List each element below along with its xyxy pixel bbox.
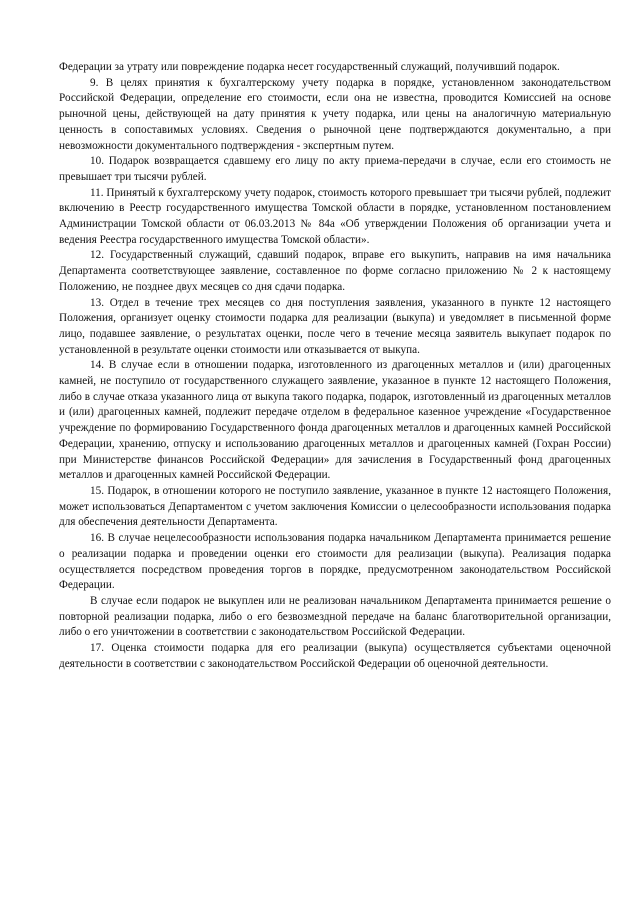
- paragraph-item-14: 14. В случае если в отношении подарка, изготовленного из драгоценных металлов и (или) драгоценных камней, не поступило от государственного служащего заявление, указанное в пункте 12 настоящего Положения, либо в случае отказа указанного лица от выкупа такого подарка, подарок, изготовленный из драгоценных металлов и (или) драгоценных камней, подлежит передаче отделом в федеральное казенное учреждение «Государственное учреждение по формированию Государственного фонда драгоценных металлов и драгоценных камней Российской Федерации, хранению, отпуску и использованию драгоценных металлов и драгоценных камней (Гохран России) при Министерстве финансов Российской Федерации» для зачисления в Государственный фонд драгоценных металлов и драгоценных камней Российской Федерации.: [59, 359, 611, 482]
- paragraph-continuation: Федерации за утрату или повреждение подарка несет государственный служащий, получивший подарок.: [59, 61, 560, 73]
- paragraph-item-13: 13. Отдел в течение трех месяцев со дня поступления заявления, указанного в пункте 12 настоящего Положения, организует оценку стоимости подарка для реализации (выкупа) и уведомляет в письменной форме лицо, подавшее заявление, о результатах оценки, после чего в течение месяца заявитель выкупает подарок по установленной в результате оценки стоимости или отказывается от выкупа.: [59, 296, 611, 356]
- paragraph-item-12: 12. Государственный служащий, сдавший подарок, вправе его выкупить, направив на имя начальника Департамента соответствующее заявление, составленное по форме согласно приложению № 2 к настоящему Положению, не позднее двух месяцев со дня сдачи подарка.: [59, 249, 611, 293]
- paragraph-item-15: 15. Подарок, в отношении которого не поступило заявление, указанное в пункте 12 настоящего Положения, может использоваться Департаментом с учетом заключения Комиссии о целесообразности использования подарка для обеспечения деятельности Департамента.: [59, 484, 611, 529]
- paragraph-item-16-continued: В случае если подарок не выкуплен или не реализован начальником Департамента принимается решение о повторной реализации подарка, либо о его безвозмездной передаче на баланс благотворительной организации, либо о его уничтожении в соответствии с законодательством Российской Федерации.: [59, 594, 611, 639]
- paragraph-item-17: 17. Оценка стоимости подарка для его реализации (выкупа) осуществляется субъектами оценочной деятельности в соответствии с законодательством Российской Федерации об оценочной деятельности.: [59, 642, 611, 670]
- paragraph-item-9: 9. В целях принятия к бухгалтерскому учету подарка в порядке, установленном законодательством Российской Федерации, определение его стоимости, если она не известна, проводится Комиссией на основе рыночной цены, действующей на дату принятия к учету подарка, или цены на аналогичную материальную ценность в сопоставимых условиях. Сведения о рыночной цене подтверждаются документально, а при невозможности документального подтверждения - экспертным путем.: [59, 76, 611, 152]
- paragraph-item-11: 11. Принятый к бухгалтерскому учету подарок, стоимость которого превышает три тысячи рублей, подлежит включению в Реестр государственного имущества Томской области в порядке, установленном постановлением Администрации Томской области от 06.03.2013 № 84а «Об утверждении Положения об организации учета и ведения Реестра государственного имущества Томской области».: [59, 186, 611, 246]
- paragraph-item-16: 16. В случае нецелесообразности использования подарка начальником Департамента принимается решение о реализации подарка и проведении оценки его стоимости для реализации (выкупа). Реализация подарка осуществляется посредством проведения торгов в порядке, предусмотренном законодательством Российской Федерации.: [59, 532, 611, 592]
- document-page: [59, 60, 611, 672]
- paragraph-item-10: 10. Подарок возвращается сдавшему его лицу по акту приема-передачи в случае, если его стоимость не превышает три тысячи рублей.: [59, 155, 611, 183]
